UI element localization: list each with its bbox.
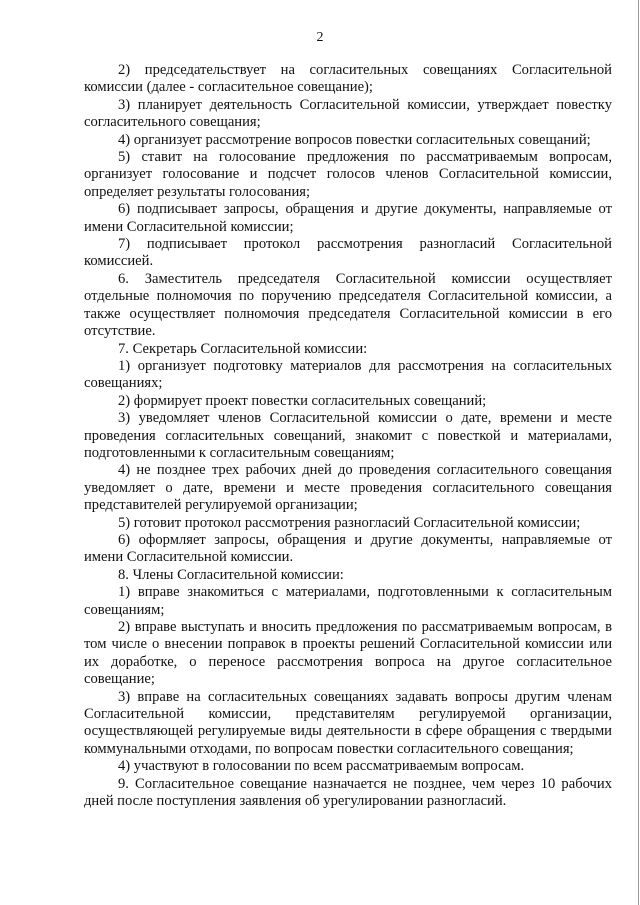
paragraph: 2) вправе выступать и вносить предложения по рассматриваемым вопросам, в том числе о внесении поправок в проекты решений Согласительной комиссии или их доработке, о переносе рассмотрения вопроса на другое согласительное совещание;: [84, 619, 612, 688]
paragraph: 1) вправе знакомиться с материалами, подготовленными к согласительным совещаниям;: [84, 584, 612, 618]
paragraph: 2) председательствует на согласительных совещаниях Согласительной комиссии (далее - согласительное совещание);: [84, 62, 612, 96]
paragraph: 4) участвуют в голосовании по всем рассматриваемым вопросам.: [118, 758, 525, 775]
document-body: [84, 62, 612, 810]
paragraph: 6) подписывает запросы, обращения и другие документы, направляемые от имени Согласительной комиссии;: [84, 201, 612, 235]
paragraph: 3) вправе на согласительных совещаниях задавать вопросы другим членам Согласительной комиссии, представителям регулируемой организации, осуществляющей регулируемые виды деятельности в сфере обращения с твердыми коммунальными отходами, по вопросам повестки согласительного совещания;: [84, 688, 612, 757]
paragraph: 3) уведомляет членов Согласительной комиссии о дате, времени и месте проведения согласительных совещаний, знакомит с повесткой и материалами, подготовленными к согласительным совещаниям;: [84, 410, 612, 461]
paragraph: 6. Заместитель председателя Согласительной комиссии осуществляет отдельные полномочия по поручению председателя Согласительной комиссии, а также осуществляет полномочия председателя Согласительной комиссии в его отсутствие.: [84, 270, 612, 340]
paragraph: 1) организует подготовку материалов для рассмотрения на согласительных совещаниях;: [84, 357, 612, 392]
paragraph: 3) планирует деятельность Согласительной комиссии, утверждает повестку согласительного совещания;: [84, 96, 612, 131]
paragraph: 6) оформляет запросы, обращения и другие документы, направляемые от имени Согласительной комиссии.: [84, 531, 612, 566]
paragraph: 7) подписывает протокол рассмотрения разногласий Согласительной комиссией.: [84, 236, 612, 270]
section-heading: 7. Секретарь Согласительной комиссии:: [118, 340, 368, 357]
page-number: 2: [316, 30, 324, 45]
paragraph: 5) готовит протокол рассмотрения разногласий Согласительной комиссии;: [118, 514, 581, 531]
paragraph: 4) не позднее трех рабочих дней до проведения согласительного совещания уведомляет о дате, времени и месте проведения согласительного совещания представителей регулируемой организации;: [84, 462, 612, 514]
paragraph: 2) формирует проект повестки согласительных совещаний;: [118, 392, 487, 409]
scan-edge-divider: [638, 0, 639, 905]
paragraph: 9. Согласительное совещание назначается не позднее, чем через 10 рабочих дней после поступления заявления об урегулировании разногласий.: [84, 775, 612, 810]
paragraph: 5) ставит на голосование предложения по рассматриваемым вопросам, организует голосование и подсчет голосов членов Согласительной комиссии, определяет результаты голосования;: [84, 149, 612, 200]
section-heading: 8. Члены Согласительной комиссии:: [118, 566, 344, 583]
paragraph: 4) организует рассмотрение вопросов повестки согласительных совещаний;: [118, 131, 591, 148]
